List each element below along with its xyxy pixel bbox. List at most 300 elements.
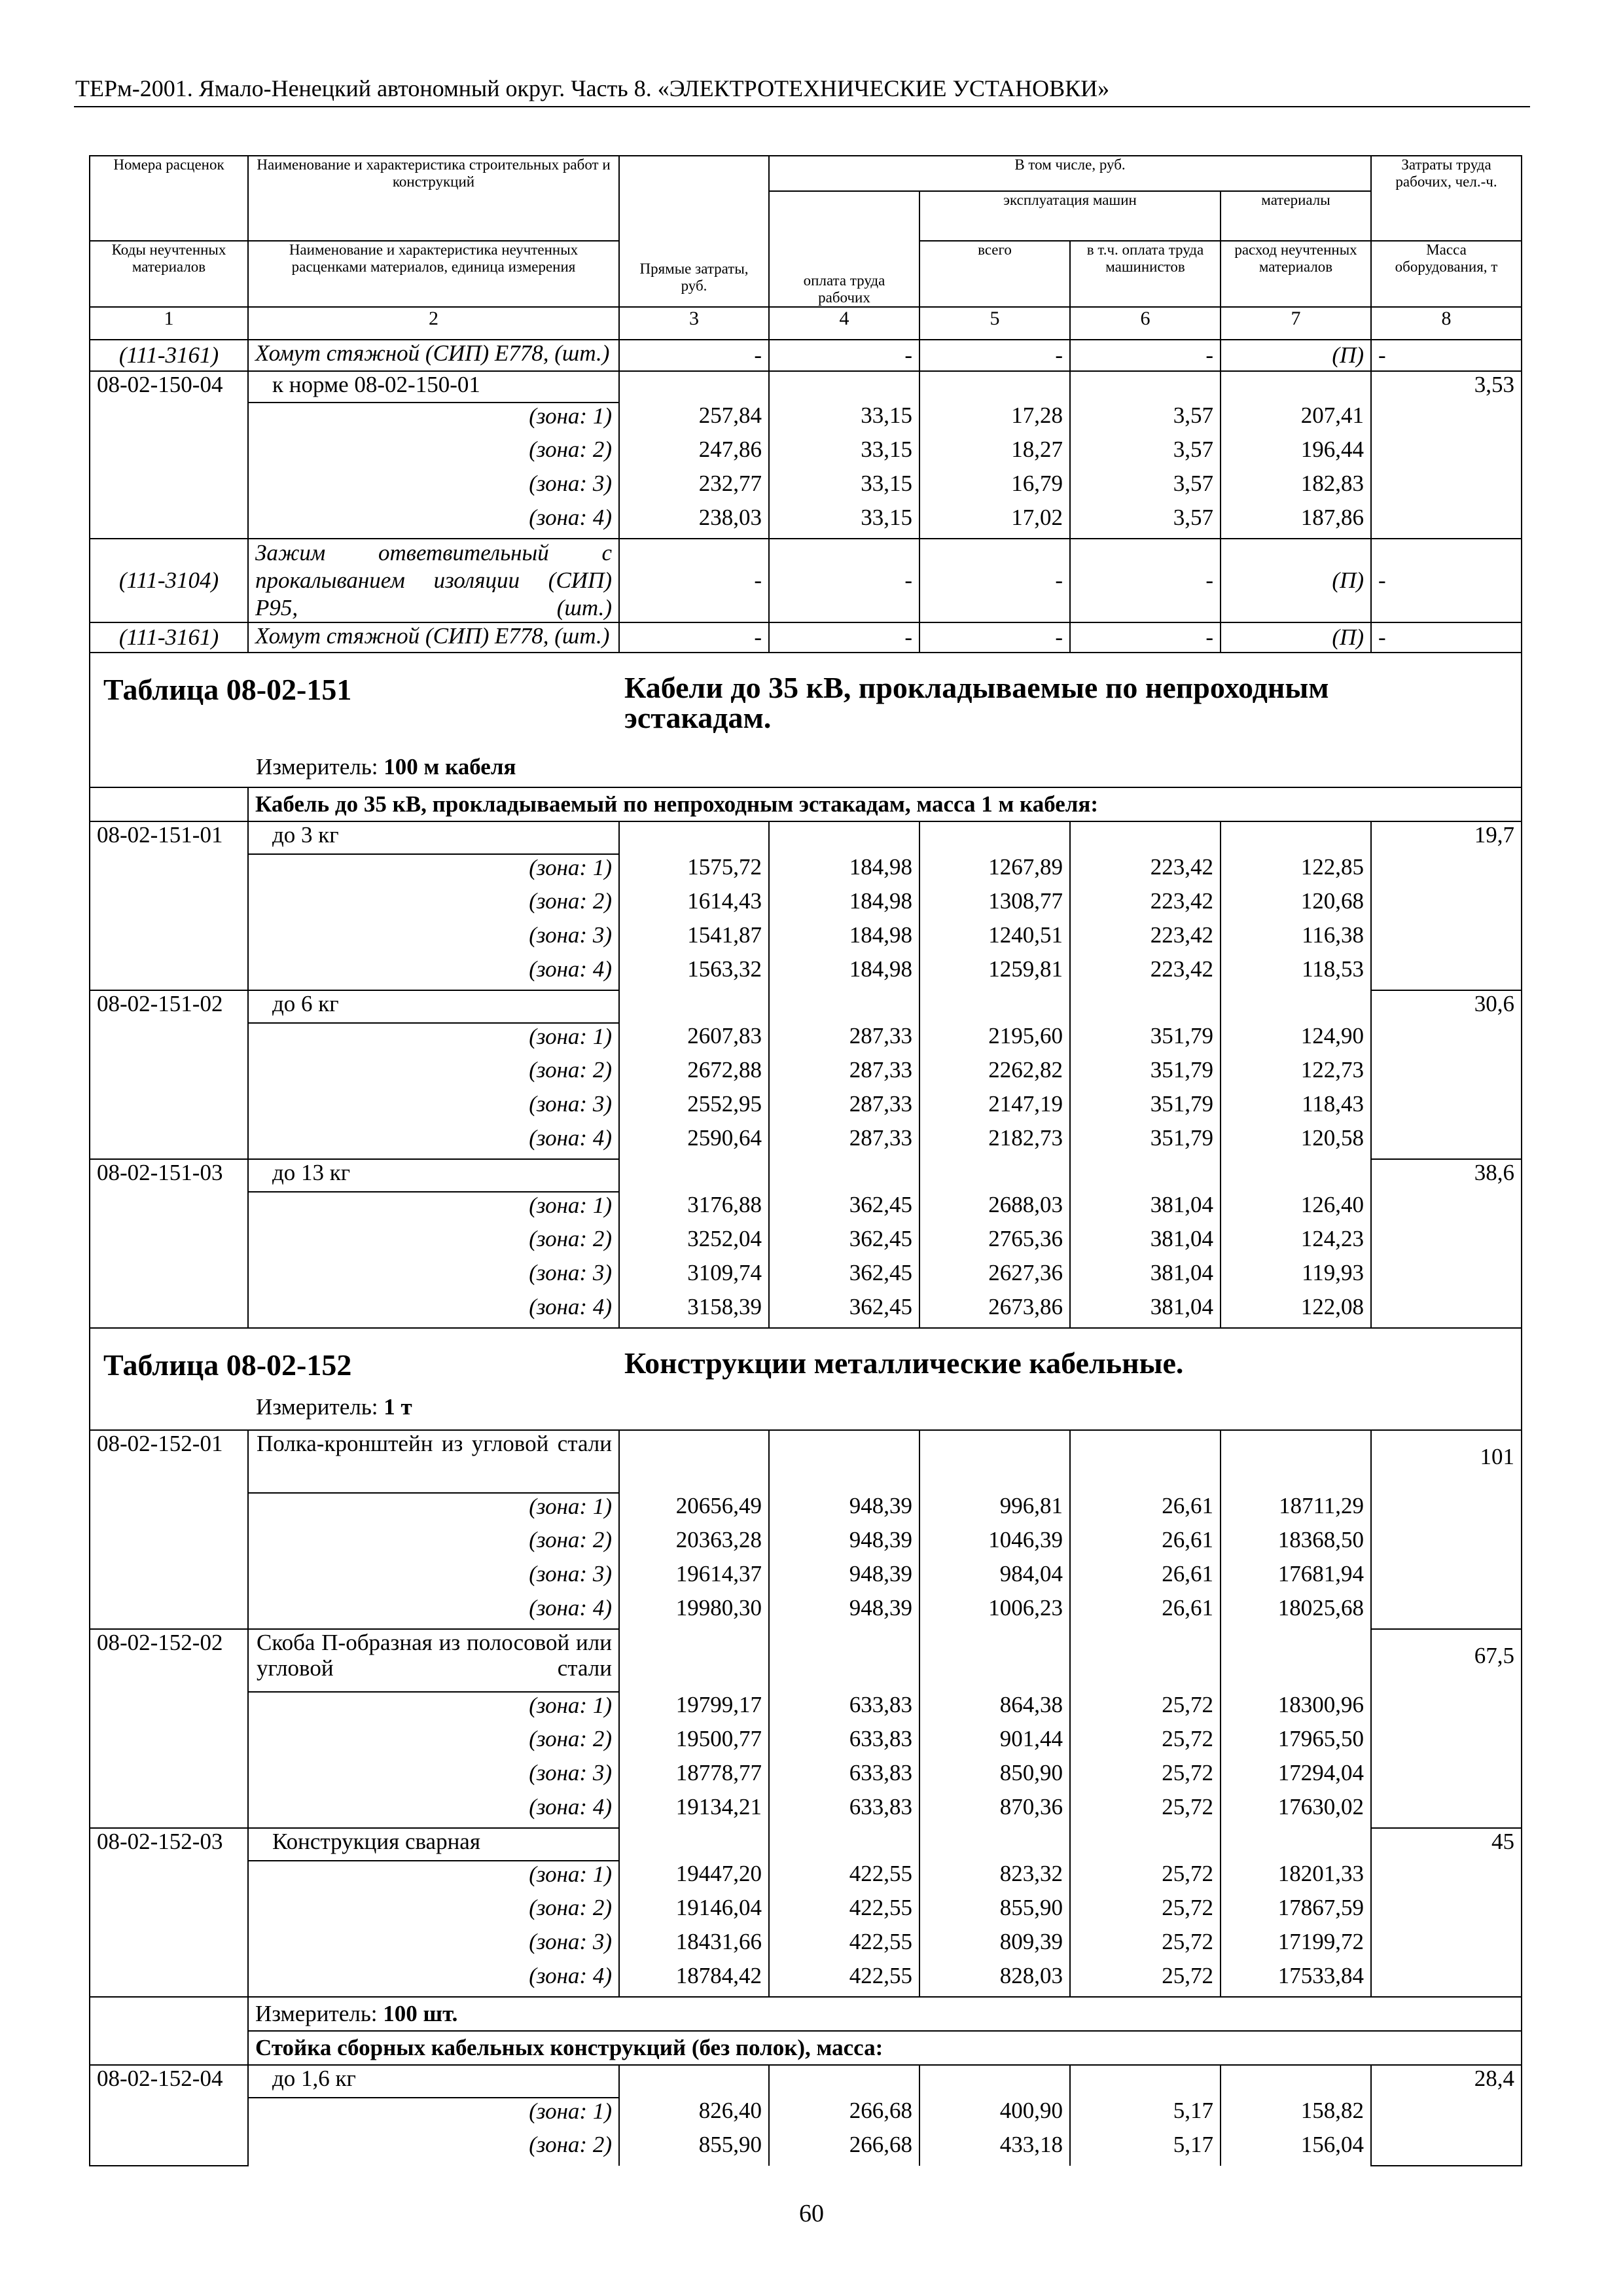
rate-code: 08-02-152-04 xyxy=(90,2065,248,2166)
zone-label: (зона: 3) xyxy=(248,1091,619,1125)
zone-value: 25,72 xyxy=(1070,1794,1221,1828)
zone-row xyxy=(90,1294,1522,1328)
zone-value: 381,04 xyxy=(1070,1294,1221,1328)
zone-row xyxy=(90,922,1522,956)
zone-value: 25,72 xyxy=(1070,1726,1221,1760)
zone-value: 1046,39 xyxy=(919,1527,1070,1561)
zone-value: 25,72 xyxy=(1070,1692,1221,1726)
zone-label: (зона: 3) xyxy=(248,922,619,956)
material-row xyxy=(90,340,1522,371)
zone-label: (зона: 4) xyxy=(248,505,619,539)
zone-value: 381,04 xyxy=(1070,1192,1221,1226)
rate-row xyxy=(90,990,1522,1023)
zone-label: (зона: 3) xyxy=(248,1929,619,1963)
table-header xyxy=(90,156,1522,340)
zone-value: 18431,66 xyxy=(619,1929,769,1963)
header-direct: Прямые затраты, руб. xyxy=(619,156,769,307)
zone-value: 124,23 xyxy=(1221,1226,1371,1260)
rate-row xyxy=(90,371,1522,403)
table-body xyxy=(90,340,1522,2166)
zone-value: 33,15 xyxy=(769,437,919,471)
zone-value: 2147,19 xyxy=(919,1091,1070,1125)
zone-label: (зона: 3) xyxy=(248,471,619,505)
col-num-3: 3 xyxy=(619,307,769,340)
labor-value: 19,7 xyxy=(1371,821,1522,990)
zone-label: (зона: 4) xyxy=(248,1125,619,1159)
zone-value: 17867,59 xyxy=(1221,1895,1371,1929)
zone-value: 351,79 xyxy=(1070,1091,1221,1125)
material-dash: - xyxy=(919,340,1070,371)
zone-value: 1541,87 xyxy=(619,922,769,956)
zone-value: 19980,30 xyxy=(619,1595,769,1629)
measure-label: Измеритель: xyxy=(256,1393,384,1420)
table-title-row xyxy=(90,653,1522,787)
zone-value: 2590,64 xyxy=(619,1125,769,1159)
zone-value: 17533,84 xyxy=(1221,1963,1371,1997)
header-codes-bottom: Коды неучтенных материалов xyxy=(90,241,248,307)
zone-row xyxy=(90,1963,1522,1997)
rate-code: 08-02-152-01 xyxy=(90,1430,248,1629)
zone-row xyxy=(90,1057,1522,1091)
zone-value: 18300,96 xyxy=(1221,1692,1371,1726)
zone-value: 2182,73 xyxy=(919,1125,1070,1159)
zone-row xyxy=(90,1125,1522,1159)
zone-row xyxy=(90,2132,1522,2166)
zone-value: 287,33 xyxy=(769,1125,919,1159)
rate-name: Полка-кронштейн из угловой стали xyxy=(248,1430,619,1493)
zone-label: (зона: 1) xyxy=(248,1692,619,1726)
zone-label: (зона: 2) xyxy=(248,888,619,922)
zone-value: 223,42 xyxy=(1070,888,1221,922)
zone-value: 996,81 xyxy=(919,1493,1070,1527)
zone-label: (зона: 2) xyxy=(248,1057,619,1091)
zone-value: 826,40 xyxy=(619,2098,769,2132)
material-dash: - xyxy=(619,340,769,371)
table-title-151 xyxy=(90,653,1522,787)
zone-value: 122,08 xyxy=(1221,1294,1371,1328)
zone-value: 1575,72 xyxy=(619,854,769,888)
zone-value: 18368,50 xyxy=(1221,1527,1371,1561)
rate-name: Конструкция сварная xyxy=(248,1828,619,1861)
zone-value: 223,42 xyxy=(1070,956,1221,990)
zone-value: 126,40 xyxy=(1221,1192,1371,1226)
zone-value: 362,45 xyxy=(769,1226,919,1260)
zone-value: 120,68 xyxy=(1221,888,1371,922)
zone-value: 381,04 xyxy=(1070,1260,1221,1294)
material-p: (П) xyxy=(1221,622,1371,653)
header-mass: Масса оборудования, т xyxy=(1371,241,1522,307)
zone-value: 948,39 xyxy=(769,1493,919,1527)
zone-row xyxy=(90,1192,1522,1226)
zone-row xyxy=(90,1023,1522,1057)
rate-code: 08-02-151-02 xyxy=(90,990,248,1159)
col-num-7: 7 xyxy=(1221,307,1371,340)
zone-value: 948,39 xyxy=(769,1561,919,1595)
material-dash: - xyxy=(919,622,1070,653)
zone-value: 20656,49 xyxy=(619,1493,769,1527)
zone-value: 116,38 xyxy=(1221,922,1371,956)
zone-row xyxy=(90,471,1522,505)
zone-value: 855,90 xyxy=(619,2132,769,2166)
zone-value: 633,83 xyxy=(769,1692,919,1726)
labor-value: 3,53 xyxy=(1371,371,1522,539)
zone-value: 2262,82 xyxy=(919,1057,1070,1091)
col-num-5: 5 xyxy=(919,307,1070,340)
zone-row xyxy=(90,403,1522,437)
zone-label: (зона: 2) xyxy=(248,2132,619,2166)
rate-name: к норме 08-02-150-01 xyxy=(248,371,619,403)
rate-name: Скоба П-образная из полосовой или угловой стали xyxy=(248,1629,619,1692)
zone-value: 1240,51 xyxy=(919,922,1070,956)
rates-table xyxy=(89,155,1522,2166)
zone-row xyxy=(90,437,1522,471)
zone-value: 901,44 xyxy=(919,1726,1070,1760)
rate-code: 08-02-150-04 xyxy=(90,371,248,539)
material-dash: - xyxy=(1070,622,1221,653)
zone-value: 25,72 xyxy=(1070,1963,1221,1997)
zone-value: 5,17 xyxy=(1070,2098,1221,2132)
col-num-6: 6 xyxy=(1070,307,1221,340)
zone-label: (зона: 3) xyxy=(248,1561,619,1595)
rate-row xyxy=(90,1430,1522,1493)
material-name: Хомут стяжной (СИП) Е778, (шт.) xyxy=(248,340,619,371)
zone-value: 33,15 xyxy=(769,471,919,505)
rate-row xyxy=(90,2065,1522,2098)
material-dash: - xyxy=(1371,622,1522,653)
zone-label: (зона: 1) xyxy=(248,854,619,888)
zone-label: (зона: 1) xyxy=(248,1861,619,1895)
zone-value: 207,41 xyxy=(1221,403,1371,437)
zone-value: 33,15 xyxy=(769,505,919,539)
header-name-bottom: Наименование и характеристика неучтенных расценками материалов, единица измерения xyxy=(248,241,619,307)
zone-row xyxy=(90,1527,1522,1561)
material-row xyxy=(90,622,1522,653)
zone-value: 124,90 xyxy=(1221,1023,1371,1057)
zone-value: 633,83 xyxy=(769,1794,919,1828)
zone-value: 26,61 xyxy=(1070,1595,1221,1629)
zone-value: 182,83 xyxy=(1221,471,1371,505)
material-code: (111-3104) xyxy=(90,539,248,622)
zone-value: 1259,81 xyxy=(919,956,1070,990)
zone-value: 158,82 xyxy=(1221,2098,1371,2132)
zone-value: 850,90 xyxy=(919,1760,1070,1794)
zone-value: 3,57 xyxy=(1070,403,1221,437)
zone-value: 118,43 xyxy=(1221,1091,1371,1125)
zone-value: 948,39 xyxy=(769,1527,919,1561)
zone-value: 1614,43 xyxy=(619,888,769,922)
rate-name: до 3 кг xyxy=(248,821,619,854)
table-number: Таблица 08-02-152 xyxy=(103,1348,352,1382)
zone-value: 18778,77 xyxy=(619,1760,769,1794)
zone-value: 362,45 xyxy=(769,1260,919,1294)
zone-value: 3158,39 xyxy=(619,1294,769,1328)
zone-value: 25,72 xyxy=(1070,1760,1221,1794)
material-dash: - xyxy=(769,622,919,653)
zone-value: 422,55 xyxy=(769,1963,919,1997)
zone-row xyxy=(90,1794,1522,1828)
zone-value: 984,04 xyxy=(919,1561,1070,1595)
labor-value: 67,5 xyxy=(1371,1629,1522,1828)
zone-label: (зона: 1) xyxy=(248,1493,619,1527)
table-number: Таблица 08-02-151 xyxy=(103,672,352,706)
zone-value: 2552,95 xyxy=(619,1091,769,1125)
zone-value: 17630,02 xyxy=(1221,1794,1371,1828)
page-number: 60 xyxy=(799,2200,824,2227)
zone-value: 120,58 xyxy=(1221,1125,1371,1159)
zone-value: 381,04 xyxy=(1070,1226,1221,1260)
material-dash: - xyxy=(769,340,919,371)
zone-label: (зона: 1) xyxy=(248,1192,619,1226)
zone-value: 184,98 xyxy=(769,854,919,888)
zone-value: 1308,77 xyxy=(919,888,1070,922)
zone-label: (зона: 2) xyxy=(248,1895,619,1929)
zone-label: (зона: 2) xyxy=(248,437,619,471)
zone-row xyxy=(90,1493,1522,1527)
zone-value: 25,72 xyxy=(1070,1861,1221,1895)
zone-value: 351,79 xyxy=(1070,1023,1221,1057)
zone-value: 122,73 xyxy=(1221,1057,1371,1091)
measure-value: 1 т xyxy=(383,1393,412,1420)
rate-code: 08-02-151-03 xyxy=(90,1159,248,1328)
zone-label: (зона: 4) xyxy=(248,1963,619,1997)
zone-value: 17,28 xyxy=(919,403,1070,437)
zone-label: (зона: 4) xyxy=(248,1794,619,1828)
zone-value: 2627,36 xyxy=(919,1260,1070,1294)
zone-row xyxy=(90,956,1522,990)
zone-value: 184,98 xyxy=(769,956,919,990)
labor-value: 38,6 xyxy=(1371,1159,1522,1328)
zone-value: 19799,17 xyxy=(619,1692,769,1726)
zone-value: 19447,20 xyxy=(619,1861,769,1895)
material-name: Хомут стяжной (СИП) Е778, (шт.) xyxy=(248,622,619,653)
zone-value: 2765,36 xyxy=(919,1226,1070,1260)
zone-label: (зона: 3) xyxy=(248,1760,619,1794)
zone-value: 17681,94 xyxy=(1221,1561,1371,1595)
material-dash: - xyxy=(1371,340,1522,371)
header-operators: в т.ч. оплата труда машинистов xyxy=(1070,241,1221,307)
zone-row xyxy=(90,1091,1522,1125)
zone-label: (зона: 1) xyxy=(248,403,619,437)
material-name: Зажим ответвительный с прокалыванием изоляции (СИП) Р95, (шт.) xyxy=(248,539,619,622)
zone-value: 18025,68 xyxy=(1221,1595,1371,1629)
zone-row xyxy=(90,2098,1522,2132)
col-num-1: 1 xyxy=(90,307,248,340)
zone-value: 122,85 xyxy=(1221,854,1371,888)
zone-label: (зона: 4) xyxy=(248,956,619,990)
zone-label: (зона: 1) xyxy=(248,2098,619,2132)
zone-value: 2673,86 xyxy=(919,1294,1070,1328)
table-description: Конструкции металлические кабельные. xyxy=(624,1346,1184,1380)
zone-value: 400,90 xyxy=(919,2098,1070,2132)
zone-value: 1006,23 xyxy=(919,1595,1070,1629)
zone-label: (зона: 4) xyxy=(248,1595,619,1629)
page-header xyxy=(74,73,1530,107)
col-num-8: 8 xyxy=(1371,307,1522,340)
zone-value: 3,57 xyxy=(1070,437,1221,471)
group-row xyxy=(90,787,1522,821)
zone-value: 247,86 xyxy=(619,437,769,471)
labor-value: 30,6 xyxy=(1371,990,1522,1159)
labor-value: 45 xyxy=(1371,1828,1522,1997)
measure-value: 100 шт. xyxy=(383,2000,458,2026)
zone-value: 19614,37 xyxy=(619,1561,769,1595)
rate-row xyxy=(90,1828,1522,1861)
zone-value: 266,68 xyxy=(769,2132,919,2166)
zone-row xyxy=(90,1260,1522,1294)
header-incl: В том числе, руб. xyxy=(769,156,1371,191)
zone-value: 223,42 xyxy=(1070,922,1221,956)
zone-value: 18,27 xyxy=(919,437,1070,471)
material-dash: - xyxy=(1070,340,1221,371)
zone-row xyxy=(90,1561,1522,1595)
zone-row xyxy=(90,1929,1522,1963)
zone-value: 362,45 xyxy=(769,1294,919,1328)
header-wages: оплата труда рабочих xyxy=(769,272,919,307)
zone-value: 287,33 xyxy=(769,1023,919,1057)
zone-value: 809,39 xyxy=(919,1929,1070,1963)
zone-value: 2195,60 xyxy=(919,1023,1070,1057)
zone-value: 232,77 xyxy=(619,471,769,505)
zone-value: 422,55 xyxy=(769,1895,919,1929)
rate-name: до 6 кг xyxy=(248,990,619,1023)
zone-label: (зона: 4) xyxy=(248,1294,619,1328)
rate-code: 08-02-152-03 xyxy=(90,1828,248,1997)
zone-value: 433,18 xyxy=(919,2132,1070,2166)
zone-value: 948,39 xyxy=(769,1595,919,1629)
zone-value: 184,98 xyxy=(769,922,919,956)
zone-label: (зона: 2) xyxy=(248,1527,619,1561)
zone-value: 17965,50 xyxy=(1221,1726,1371,1760)
zone-row xyxy=(90,1895,1522,1929)
rate-row xyxy=(90,1629,1522,1692)
zone-value: 26,61 xyxy=(1070,1561,1221,1595)
zone-value: 633,83 xyxy=(769,1726,919,1760)
page-header-text: ТЕРм-2001. Ямало-Ненецкий автономный округ. Часть 8. «ЭЛЕКТРОТЕХНИЧЕСКИЕ УСТАНОВКИ» xyxy=(75,75,1110,101)
zone-value: 864,38 xyxy=(919,1692,1070,1726)
zone-row xyxy=(90,854,1522,888)
zone-label: (зона: 1) xyxy=(248,1023,619,1057)
measure xyxy=(256,754,516,780)
material-p: (П) xyxy=(1221,539,1371,622)
zone-value: 257,84 xyxy=(619,403,769,437)
zone-value: 422,55 xyxy=(769,1861,919,1895)
zone-value: 118,53 xyxy=(1221,956,1371,990)
zone-value: 25,72 xyxy=(1070,1895,1221,1929)
rate-name: до 1,6 кг xyxy=(248,2065,619,2098)
material-code: (111-3161) xyxy=(90,340,248,371)
zone-value: 19500,77 xyxy=(619,1726,769,1760)
zone-row xyxy=(90,1226,1522,1260)
zone-row xyxy=(90,1760,1522,1794)
material-p: (П) xyxy=(1221,340,1371,371)
zone-value: 17294,04 xyxy=(1221,1760,1371,1794)
measure xyxy=(256,1394,412,1420)
header-total: всего xyxy=(919,241,1070,307)
zone-value: 184,98 xyxy=(769,888,919,922)
material-row xyxy=(90,539,1522,622)
zone-value: 870,36 xyxy=(919,1794,1070,1828)
zone-row xyxy=(90,1726,1522,1760)
material-dash: - xyxy=(919,539,1070,622)
zone-value: 156,04 xyxy=(1221,2132,1371,2166)
zone-value: 2688,03 xyxy=(919,1192,1070,1226)
header-name-top: Наименование и характеристика строительных работ и конструкций xyxy=(248,156,619,241)
header-labor: Затраты труда рабочих, чел.-ч. xyxy=(1371,156,1522,241)
material-dash: - xyxy=(1371,539,1522,622)
header-materials: материалы xyxy=(1221,191,1371,241)
zone-value: 18201,33 xyxy=(1221,1861,1371,1895)
rate-row xyxy=(90,821,1522,854)
measure-row xyxy=(90,1997,1522,2031)
zone-value: 351,79 xyxy=(1070,1057,1221,1091)
table-description: Кабели до 35 кВ, прокладываемые по непроходным эстакадам. xyxy=(624,670,1329,734)
zone-value: 422,55 xyxy=(769,1929,919,1963)
zone-value: 25,72 xyxy=(1070,1929,1221,1963)
zone-value: 3252,04 xyxy=(619,1226,769,1260)
zone-value: 3,57 xyxy=(1070,505,1221,539)
header-codes-top: Номера расценок xyxy=(90,156,248,241)
zone-value: 855,90 xyxy=(919,1895,1070,1929)
rate-name: до 13 кг xyxy=(248,1159,619,1192)
zone-value: 18784,42 xyxy=(619,1963,769,1997)
zone-value: 633,83 xyxy=(769,1760,919,1794)
zone-value: 187,86 xyxy=(1221,505,1371,539)
zone-value: 3,57 xyxy=(1070,471,1221,505)
rate-code: 08-02-151-01 xyxy=(90,821,248,990)
zone-value: 26,61 xyxy=(1070,1493,1221,1527)
zone-value: 287,33 xyxy=(769,1057,919,1091)
zone-value: 3109,74 xyxy=(619,1260,769,1294)
material-dash: - xyxy=(769,539,919,622)
zone-value: 238,03 xyxy=(619,505,769,539)
group-row xyxy=(90,2031,1522,2065)
zone-value: 1267,89 xyxy=(919,854,1070,888)
zone-value: 223,42 xyxy=(1070,854,1221,888)
zone-value: 196,44 xyxy=(1221,437,1371,471)
measure-label: Измеритель: xyxy=(255,2000,383,2026)
zone-label: (зона: 2) xyxy=(248,1226,619,1260)
zone-value: 266,68 xyxy=(769,2098,919,2132)
zone-value: 2672,88 xyxy=(619,1057,769,1091)
labor-value: 101 xyxy=(1371,1430,1522,1629)
rate-row xyxy=(90,1159,1522,1192)
zone-row xyxy=(90,1595,1522,1629)
zone-value: 19134,21 xyxy=(619,1794,769,1828)
zone-label: (зона: 2) xyxy=(248,1726,619,1760)
material-code: (111-3161) xyxy=(90,622,248,653)
zone-value: 823,32 xyxy=(919,1861,1070,1895)
zone-value: 1563,32 xyxy=(619,956,769,990)
zone-value: 287,33 xyxy=(769,1091,919,1125)
table-title-row xyxy=(90,1328,1522,1430)
material-dash: - xyxy=(619,539,769,622)
measure-label: Измеритель: xyxy=(256,753,384,780)
zone-row xyxy=(90,505,1522,539)
zone-row xyxy=(90,888,1522,922)
zone-value: 19146,04 xyxy=(619,1895,769,1929)
zone-value: 362,45 xyxy=(769,1192,919,1226)
zone-row xyxy=(90,1861,1522,1895)
header-machines: эксплуатация машин xyxy=(919,191,1221,241)
zone-value: 18711,29 xyxy=(1221,1493,1371,1527)
zone-value: 351,79 xyxy=(1070,1125,1221,1159)
measure-value: 100 м кабеля xyxy=(383,753,516,780)
material-dash: - xyxy=(619,622,769,653)
header-mat-unacc: расход неучтенных материалов xyxy=(1221,241,1371,307)
table-title-152 xyxy=(90,1328,1522,1430)
zone-value: 26,61 xyxy=(1070,1527,1221,1561)
material-dash: - xyxy=(1070,539,1221,622)
